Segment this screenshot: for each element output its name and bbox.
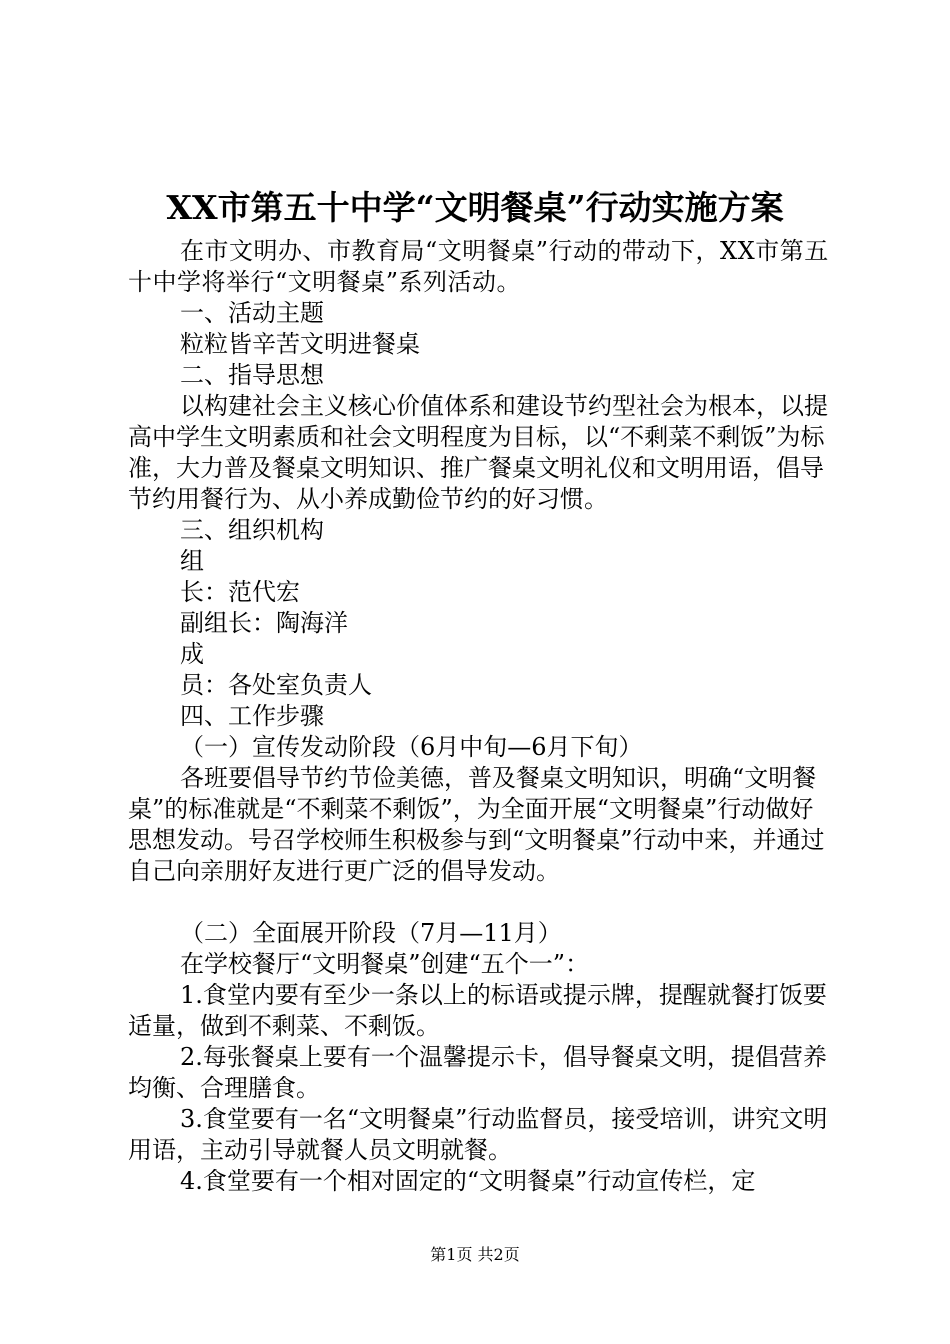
list-item: 1.食堂内要有至少一条以上的标语或提示牌，提醒就餐打饭要适量，做到不剩菜、不剩饭。 [128,981,827,1040]
list-item: 2.每张餐桌上要有一个温馨提示卡，倡导餐桌文明，提倡营养均衡、合理膳食。 [128,1043,827,1102]
blank-line [128,887,836,918]
theme-text: 粒粒皆辛苦文明进餐桌 [180,330,420,358]
section-heading-organization: 三、组织机构 [180,516,324,544]
list-item: 4.食堂要有一个相对固定的“文明餐桌”行动宣传栏，定 [180,1167,756,1195]
section-heading-work-steps: 四、工作步骤 [180,702,324,730]
org-line: 长：范代宏 [180,578,300,606]
org-line: 组 [180,547,204,575]
org-line: 副组长：陶海洋 [180,609,348,637]
stage-heading: （一）宣传发动阶段（6月中旬—6月下旬） [180,733,643,761]
stage-heading: （二）全面展开阶段（7月—11月） [180,919,562,947]
section-heading-theme: 一、活动主题 [180,299,324,327]
stage-one-paragraph: 各班要倡导节约节俭美德，普及餐桌文明知识，明确“文明餐桌”的标准就是“不剩菜不剩饭”，为全面开展“文明餐桌”行动做好思想发动。号召学校师生积极参与到“文明餐桌”行动中来，并通过自己向亲朋好友进行更广泛的倡导发动。 [128,764,825,885]
org-line: 员：各处室负责人 [180,671,372,699]
document-body [128,236,836,1197]
section-heading-guiding-thought: 二、指导思想 [180,361,324,389]
guiding-thought-paragraph: 以构建社会主义核心价值体系和建设节约型社会为根本，以提高中学生文明素质和社会文明程度为目标，以“不剩菜不剩饭”为标准，大力普及餐桌文明知识、推广餐桌文明礼仪和文明用语，倡导节约用餐行为、从小养成勤俭节约的好习惯。 [128,392,828,513]
stage-two-intro: 在学校餐厅“文明餐桌”创建“五个一”： [180,950,590,978]
list-item: 3.食堂要有一名“文明餐桌”行动监督员，接受培训，讲究文明用语，主动引导就餐人员文明就餐。 [128,1105,828,1164]
intro-paragraph: 在市文明办、市教育局“文明餐桌”行动的带动下，XX市第五十中学将举行“文明餐桌”系列活动。 [128,237,829,296]
page-footer: 第1页 共2页 [430,1245,520,1264]
org-line: 成 [180,640,204,668]
document-title: XX市第五十中学“文明餐桌”行动实施方案 [166,188,784,227]
